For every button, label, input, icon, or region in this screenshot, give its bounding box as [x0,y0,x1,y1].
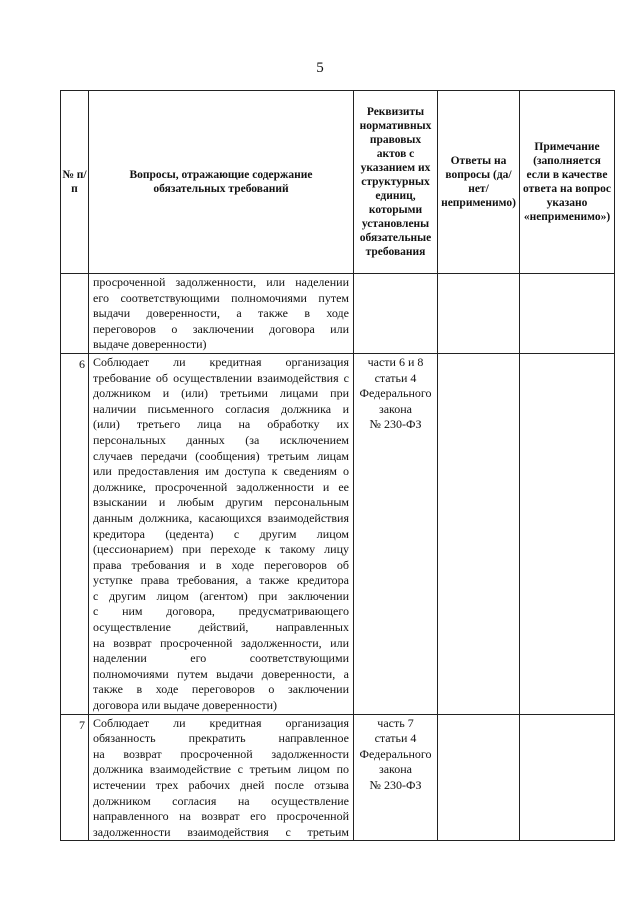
question-line: задолженности взаимодействия с третьим [93,824,349,839]
requisites-line: Федерального [359,386,432,401]
question-line: его соответствующими полномочиями путем [93,290,349,305]
question-line: персональных данных (за исключением [93,432,349,447]
requisites-line: статьи 4 [374,731,417,746]
question-line: на возврат просроченной задолженности, или [93,635,349,650]
table-row [61,274,615,354]
question-line: требование об осуществлении взаимодействия с [93,370,349,385]
question-line: с ним договора, предусматривающего [93,604,349,619]
question-line: выдачи доверенности, а также в ходе [93,306,349,321]
question-line: истечении трех рабочих дней после отзыва [93,778,349,792]
header-questions: Вопросы, отражающие содержание обязательных требований [89,91,354,274]
question-line: случаев передачи (сообщения) третьим лицам [93,448,349,463]
row-note [520,714,615,841]
question-line: наделении его соответствующими [93,651,349,666]
row-note [520,353,615,714]
requisites-line: части 6 и 8 [367,354,424,369]
row-question [89,714,354,841]
question-line: должнике, просроченной задолженности и ее [93,479,349,494]
requisites-line: закона [378,401,413,416]
requisites-line: Федерального [359,746,432,761]
question-line: кредитора (цедента) с другим лицом [93,526,349,541]
header-requisites: Реквизиты нормативных правовых актов с указанием их структурных единиц, которыми установлены обязательные требования [354,91,438,274]
question-line: также в ходе переговоров о заключении [93,682,349,697]
question-line: Соблюдает ли кредитная организация [93,715,349,730]
requirements-table [60,90,615,841]
row-note [520,274,615,354]
row-num [61,274,89,354]
requisites-line: закона [378,762,413,777]
requisites-line: часть 7 [377,715,414,730]
row-num: 7 [61,714,89,841]
question-line: права требования и в ходе переговоров об [93,557,349,572]
row-requisites [354,353,438,714]
question-line: договора или выдаче доверенности) [93,698,277,713]
question-line: наличии письменного согласия должника и [93,401,349,416]
header-answers: Ответы на вопросы (да/нет/ неприменимо) [438,91,520,274]
row-answer [438,353,520,714]
row-requisites [354,274,438,354]
row-question [89,274,354,354]
question-line: или предоставления им доступа к сведениям о [93,464,349,479]
question-line: осуществление действий, направленных [93,620,349,635]
row-requisites [354,714,438,841]
requisites-line: статьи 4 [374,370,417,385]
question-line: полномочиями путем выдачи доверенности, а [93,666,349,681]
question-line: уступке права требования, а также кредитора [93,573,349,588]
question-line: должником и (или) третьими лицами при [93,386,349,401]
requisites-line: № 230-ФЗ [369,778,422,792]
table-row [61,353,615,714]
row-num: 6 [61,353,89,714]
row-answer [438,274,520,354]
question-line: данным должника, касающихся взаимодействия [93,510,349,525]
question-line: выдаче доверенности) [93,337,207,352]
table-header-row [61,91,615,274]
header-note: Примечание (заполняется если в качестве ответа на вопрос указано «неприменимо») [520,91,615,274]
row-question [89,353,354,714]
question-line: должником согласия на осуществление [93,793,349,808]
question-line: взыскании и любым другим персональным [93,495,349,510]
question-line: переговоров о заключении договора или [93,321,349,336]
question-line: на возврат просроченной задолженности [93,746,349,761]
question-line: (или) третьего лица на обработку их [93,417,349,432]
question-line: (цессионарием) при переходе к такому лицу [93,542,349,557]
question-line: должника взаимодействие с третьим лицом по [93,762,349,777]
question-line: обязанность прекратить направленное [93,731,349,746]
header-num: № п/п [61,91,89,274]
requisites-line: № 230-ФЗ [369,417,422,432]
question-line: направленного на возврат его просроченной [93,809,349,824]
table-row [61,714,615,841]
row-answer [438,714,520,841]
question-line: просроченной задолженности, или наделении [93,275,349,289]
question-line: Соблюдает ли кредитная организация [93,354,349,369]
page-number: 5 [316,60,324,76]
question-line: с другим лицом (агентом) при заключении [93,588,349,603]
